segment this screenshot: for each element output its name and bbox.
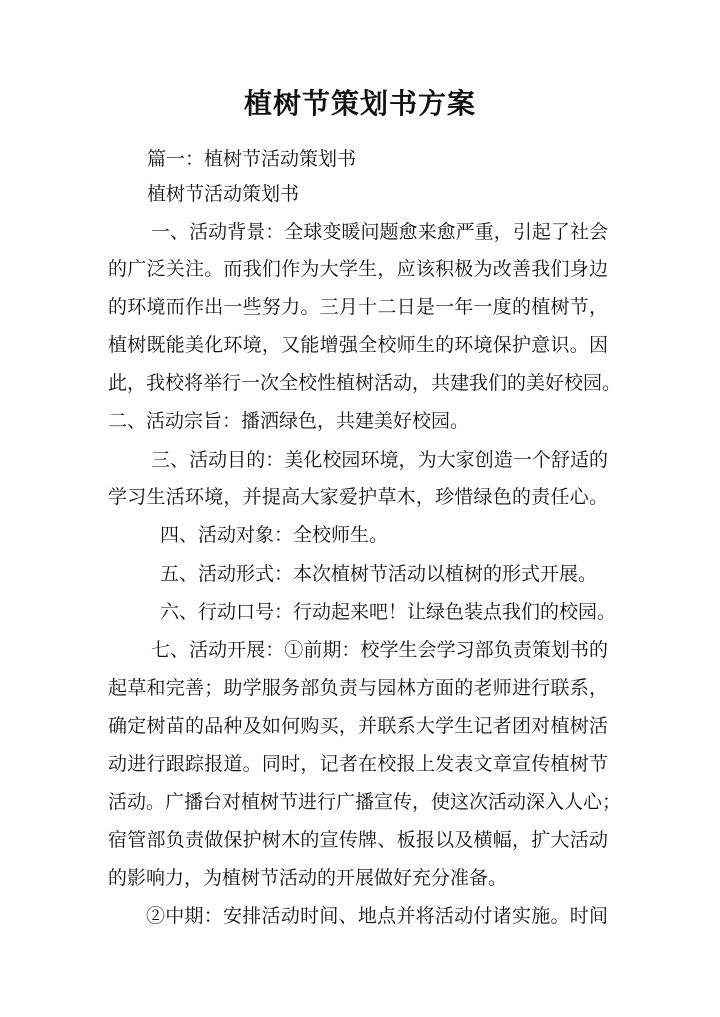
paragraph-line: 一、活动背景：全球变暖问题愈来愈严重，引起了社会 (151, 221, 608, 243)
paragraph-line: 确定树苗的品种及如何购买，并联系大学生记者团对植树活 (108, 715, 608, 737)
document-subheading: 植树节活动策划书 (147, 183, 300, 205)
paragraph-line: ②中期：安排活动时间、地点并将活动付诸实施。时间 (146, 905, 608, 927)
paragraph-line: 五、活动形式：本次植树节活动以植树的形式开展。 (160, 563, 598, 585)
paragraph-line: 三、活动目的：美化校园环境，为大家创造一个舒适的 (151, 449, 608, 471)
paragraph-line: 宿管部负责做保护树木的宣传牌、板报以及横幅，扩大活动 (108, 829, 608, 851)
paragraph-line: 四、活动对象：全校师生。 (160, 524, 389, 546)
paragraph-line: 学习生活环境，并提高大家爱护草木，珍惜绿色的责任心。 (108, 486, 608, 508)
section-heading: 篇一：植树节活动策划书 (147, 148, 357, 170)
paragraph-line: 植树既能美化环境，又能增强全校师生的环境保护意识。因 (108, 334, 608, 356)
document-title: 植树节策划书方案 (243, 87, 476, 120)
paragraph-line: 的环境而作出一些努力。三月十二日是一年一度的植树节， (108, 296, 608, 318)
paragraph-line: 的影响力，为植树节活动的开展做好充分准备。 (108, 867, 508, 889)
paragraph-line: 此，我校将举行一次全校性植树活动，共建我们的美好校园。 (108, 372, 622, 394)
paragraph-line: 六、行动口号：行动起来吧！让绿色装点我们的校园。 (160, 601, 617, 623)
paragraph-line: 的广泛关注。而我们作为大学生，应该积极为改善我们身边 (108, 258, 608, 280)
paragraph-line: 动进行跟踪报道。同时，记者在校报上发表文章宣传植树节 (108, 753, 608, 775)
paragraph-line: 七、活动开展：①前期：校学生会学习部负责策划书的 (151, 639, 608, 661)
paragraph-line: 起草和完善；助学服务部负责与园林方面的老师进行联系， (108, 677, 608, 699)
paragraph-line: 二、活动宗旨：播洒绿色，共建美好校园。 (108, 410, 470, 432)
paragraph-line: 活动。广播台对植树节进行广播宣传，使这次活动深入人心； (108, 791, 622, 813)
